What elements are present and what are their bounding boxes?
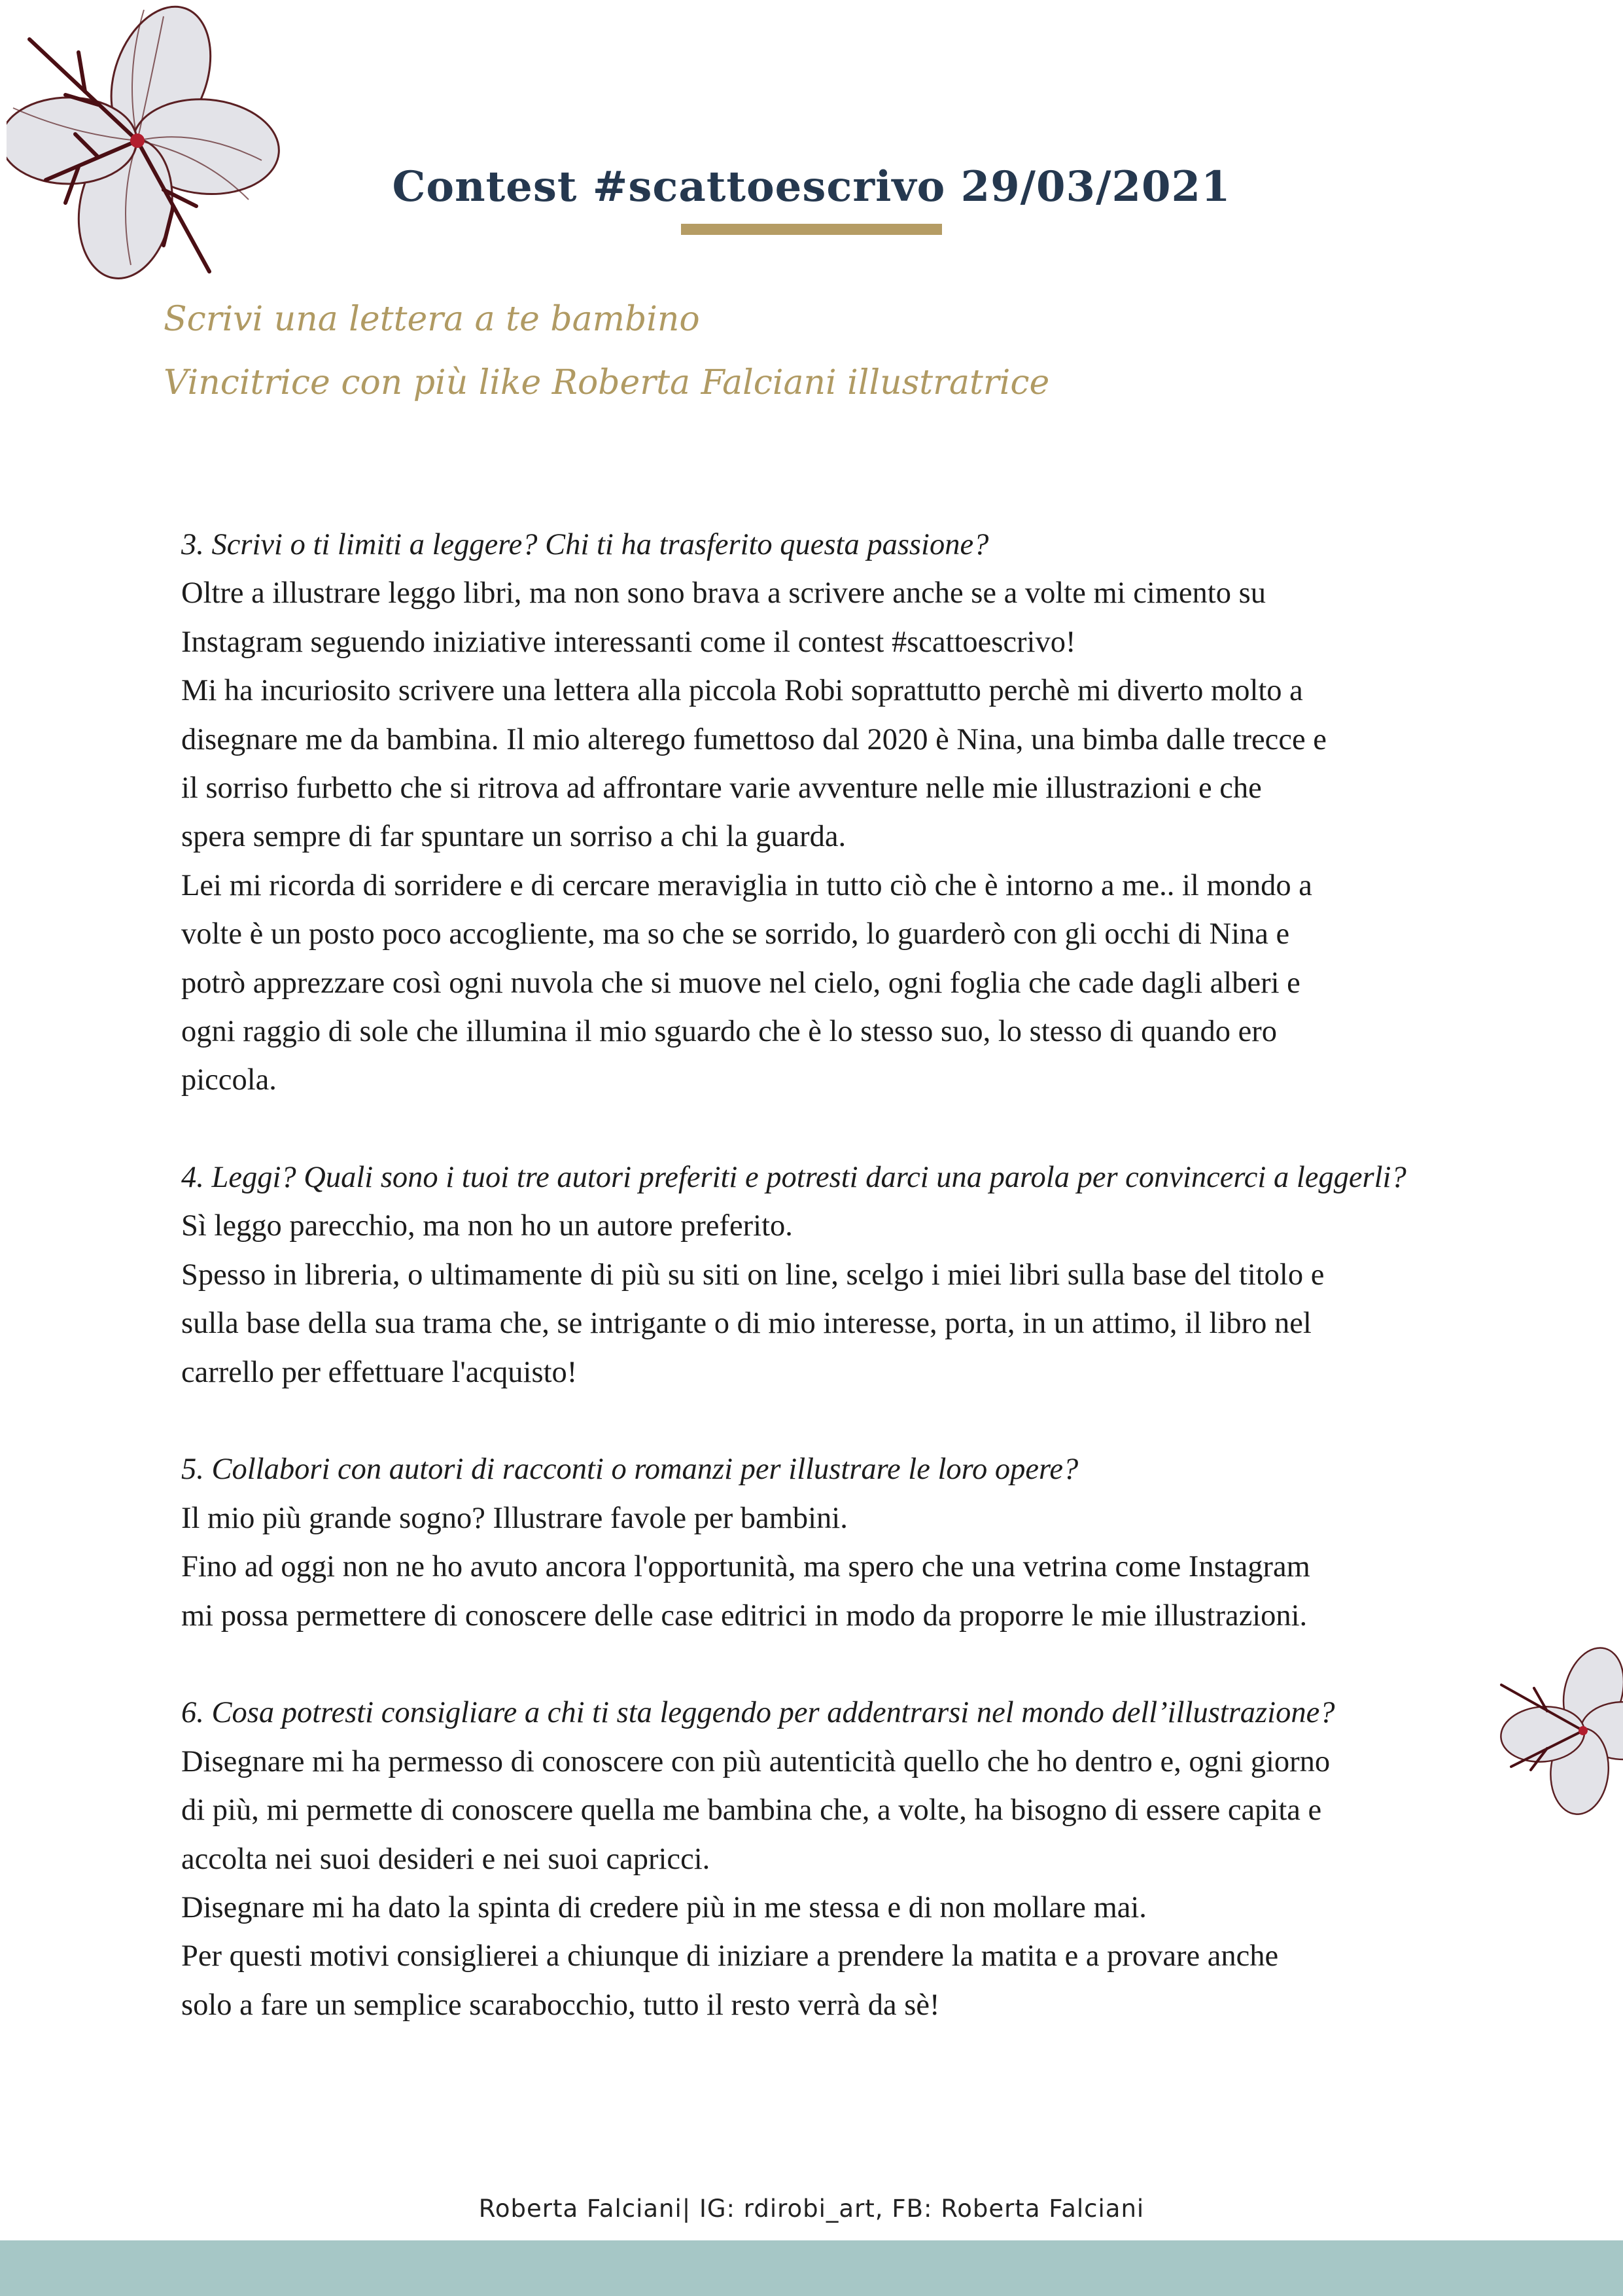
answer-line: accolta nei suoi desideri e nei suoi capricci. xyxy=(181,1842,710,1876)
answer-line: disegnare me da bambina. Il mio alterego fumettoso dal 2020 è Nina, una bimba dalle trecce e xyxy=(181,722,1327,756)
answer-line: Disegnare mi ha permesso di conoscere con più autenticità quello che ho dentro e, ogni giorno xyxy=(181,1744,1331,1778)
paragraph-gap xyxy=(181,1640,1490,1689)
answer-line: carrello per effettuare l'acquisto! xyxy=(181,1355,578,1389)
answer-line: ogni raggio di sole che illumina il mio sguardo che è lo stesso suo, lo stesso di quando ero xyxy=(181,1014,1278,1048)
question-3: 3. Scrivi o ti limiti a leggere? Chi ti ha trasferito questa passione? xyxy=(181,528,989,561)
interview-body xyxy=(181,521,1490,2030)
answer-line: il sorriso furbetto che si ritrova ad affrontare varie avventure nelle mie illustrazioni e che xyxy=(181,771,1262,805)
answer-line: Instagram seguendo iniziative interessanti come il contest #scattoescrivo! xyxy=(181,625,1076,659)
answer-line: Oltre a illustrare leggo libri, ma non sono brava a scrivere anche se a volte mi cimento su xyxy=(181,576,1266,610)
answer-line: Sì leggo parecchio, ma non ho un autore preferito. xyxy=(181,1209,793,1243)
answer-line: di più, mi permette di conoscere quella me bambina che, a volte, ha bisogno di essere capita e xyxy=(181,1793,1322,1828)
answer-line: Fino ad oggi non ne ho avuto ancora l'opportunità, ma spero che una vetrina come Instagram xyxy=(181,1550,1310,1584)
answer-line: Spesso in libreria, o ultimamente di più su siti on line, scelgo i miei libri sulla base del titolo e xyxy=(181,1258,1325,1292)
paragraph-gap xyxy=(181,1105,1490,1154)
subtitle-prompt: Scrivi una lettera a te bambino xyxy=(164,300,700,339)
answer-line: mi possa permettere di conoscere delle case editrici in modo da proporre le mie illustrazioni. xyxy=(181,1598,1308,1633)
subtitle-winner: Vincitrice con più like Roberta Falciani illustratrice xyxy=(164,363,1050,402)
title-underline xyxy=(681,224,942,235)
footer-bar xyxy=(0,2240,1623,2296)
answer-line: sulla base della sua trama che, se intrigante o di mio interesse, porta, in un attimo, il libro nel xyxy=(181,1307,1312,1341)
answer-line: volte è un posto poco accogliente, ma so che se sorrido, lo guarderò con gli occhi di Nina e xyxy=(181,917,1290,951)
answer-line: Per questi motivi consiglierei a chiunque di iniziare a prendere la matita e a provare anche xyxy=(181,1939,1279,1973)
answer-line: Disegnare mi ha dato la spinta di credere più in me stessa e di non mollare mai. xyxy=(181,1890,1147,1924)
page-title: Contest #scattoescrivo 29/03/2021 xyxy=(392,162,1231,211)
answer-line: potrò apprezzare così ogni nuvola che si muove nel cielo, ogni foglia che cade dagli alberi e xyxy=(181,966,1300,1000)
answer-line: Lei mi ricorda di sorridere e di cercare meraviglia in tutto ciò che è intorno a me.. il mondo a xyxy=(181,868,1312,902)
question-5: 5. Collabori con autori di racconti o romanzi per illustrare le loro opere? xyxy=(181,1453,1079,1487)
flower-icon xyxy=(1492,1642,1623,1819)
answer-line: Il mio più grande sogno? Illustrare favole per bambini. xyxy=(181,1501,848,1535)
flower-icon xyxy=(7,0,281,288)
answer-line: Mi ha incuriosito scrivere una lettera alla piccola Robi soprattutto perchè mi diverto molto a xyxy=(181,674,1303,708)
footer-credits: Roberta Falciani| IG: rdirobi_art, FB: Roberta Falciani xyxy=(478,2195,1145,2223)
answer-line: solo a fare un semplice scarabocchio, tutto il resto verrà da sè! xyxy=(181,1988,940,2022)
answer-line: spera sempre di far spuntare un sorriso a chi la guarda. xyxy=(181,820,846,854)
question-6: 6. Cosa potresti consigliare a chi ti sta leggendo per addentrarsi nel mondo dell’illustrazione? xyxy=(181,1696,1335,1730)
answer-line: piccola. xyxy=(181,1063,277,1097)
question-4: 4. Leggi? Quali sono i tuoi tre autori preferiti e potresti darci una parola per convincerci a leggerli? xyxy=(181,1161,1406,1195)
paragraph-gap xyxy=(181,1397,1490,1445)
